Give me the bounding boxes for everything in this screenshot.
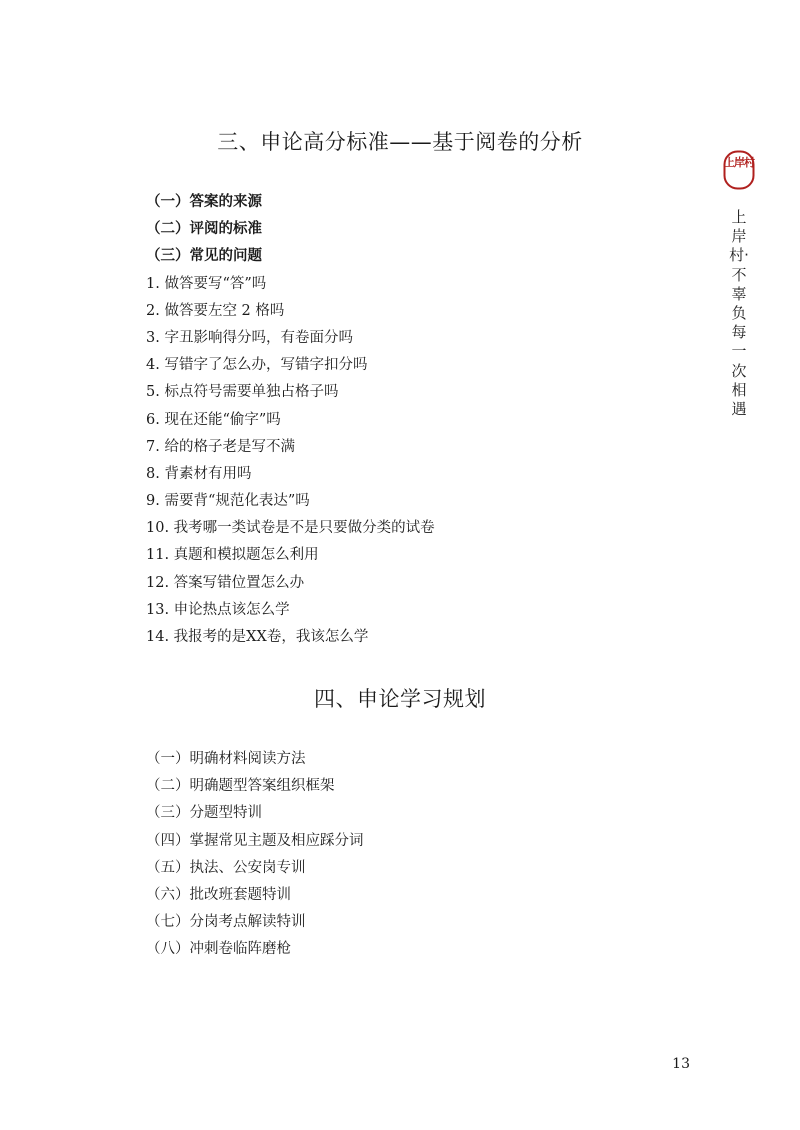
section-three-item: 6. 现在还能“偷字”吗: [146, 411, 281, 428]
section-four-item: （七）分岗考点解读特训: [146, 914, 306, 931]
section-four-item: （二）明确题型答案组织框架: [146, 778, 335, 795]
section-three-item: （一）答案的来源: [146, 194, 262, 210]
section-three-item: 8. 背素材有用吗: [146, 465, 252, 482]
section-three-item: 13. 申论热点该怎么学: [146, 601, 290, 618]
section-three-item: 10. 我考哪一类试卷是不是只要做分类的试卷: [146, 520, 435, 537]
section-three-item: 3. 字丑影响得分吗，有卷面分吗: [146, 329, 353, 346]
section-three-item: 1. 做答要写“答”吗: [146, 275, 267, 292]
section-four-item: （八）冲刺卷临阵磨枪: [146, 941, 291, 958]
section-four-list: [146, 746, 364, 964]
section-three-item: 9. 需要背“规范化表达”吗: [146, 493, 310, 510]
brand-motto: 上岸村·不辜负每一次相遇: [729, 208, 749, 419]
section-three-item: 2. 做答要左空 2 格吗: [146, 302, 285, 319]
section-three-list: [146, 189, 435, 651]
section-three-item: （三）常见的问题: [146, 248, 262, 265]
section-three-item: 11. 真题和模拟题怎么利用: [146, 547, 319, 564]
section-three-item: 4. 写错字了怎么办，写错字扣分吗: [146, 357, 368, 374]
section-three-item: 12. 答案写错位置怎么办: [146, 574, 305, 591]
section-four-item: （一）明确材料阅读方法: [146, 751, 306, 767]
section-three-item: 5. 标点符号需要单独占格子吗: [146, 384, 339, 401]
section-four-item: （五）执法、公安岗专训: [146, 859, 306, 876]
section-four-item: （六）批改班套题特训: [146, 886, 291, 903]
section-three-item: 7. 给的格子老是写不满: [146, 438, 295, 455]
brand-seal-icon: [723, 150, 755, 190]
section-three-item: （二）评阅的标准: [146, 221, 262, 238]
section-four-title: 四、申论学习规划: [314, 687, 486, 711]
section-three-item: 14. 我报考的是XX卷，我该怎么学: [146, 629, 369, 645]
page-number: 13: [672, 1056, 690, 1072]
brand-seal-text: 上岸村: [724, 156, 754, 169]
section-four-item: （四）掌握常见主题及相应踩分词: [146, 832, 364, 849]
section-three-title: 三、申论高分标准——基于阅卷的分析: [217, 130, 583, 154]
section-four-item: （三）分题型特训: [146, 805, 262, 822]
